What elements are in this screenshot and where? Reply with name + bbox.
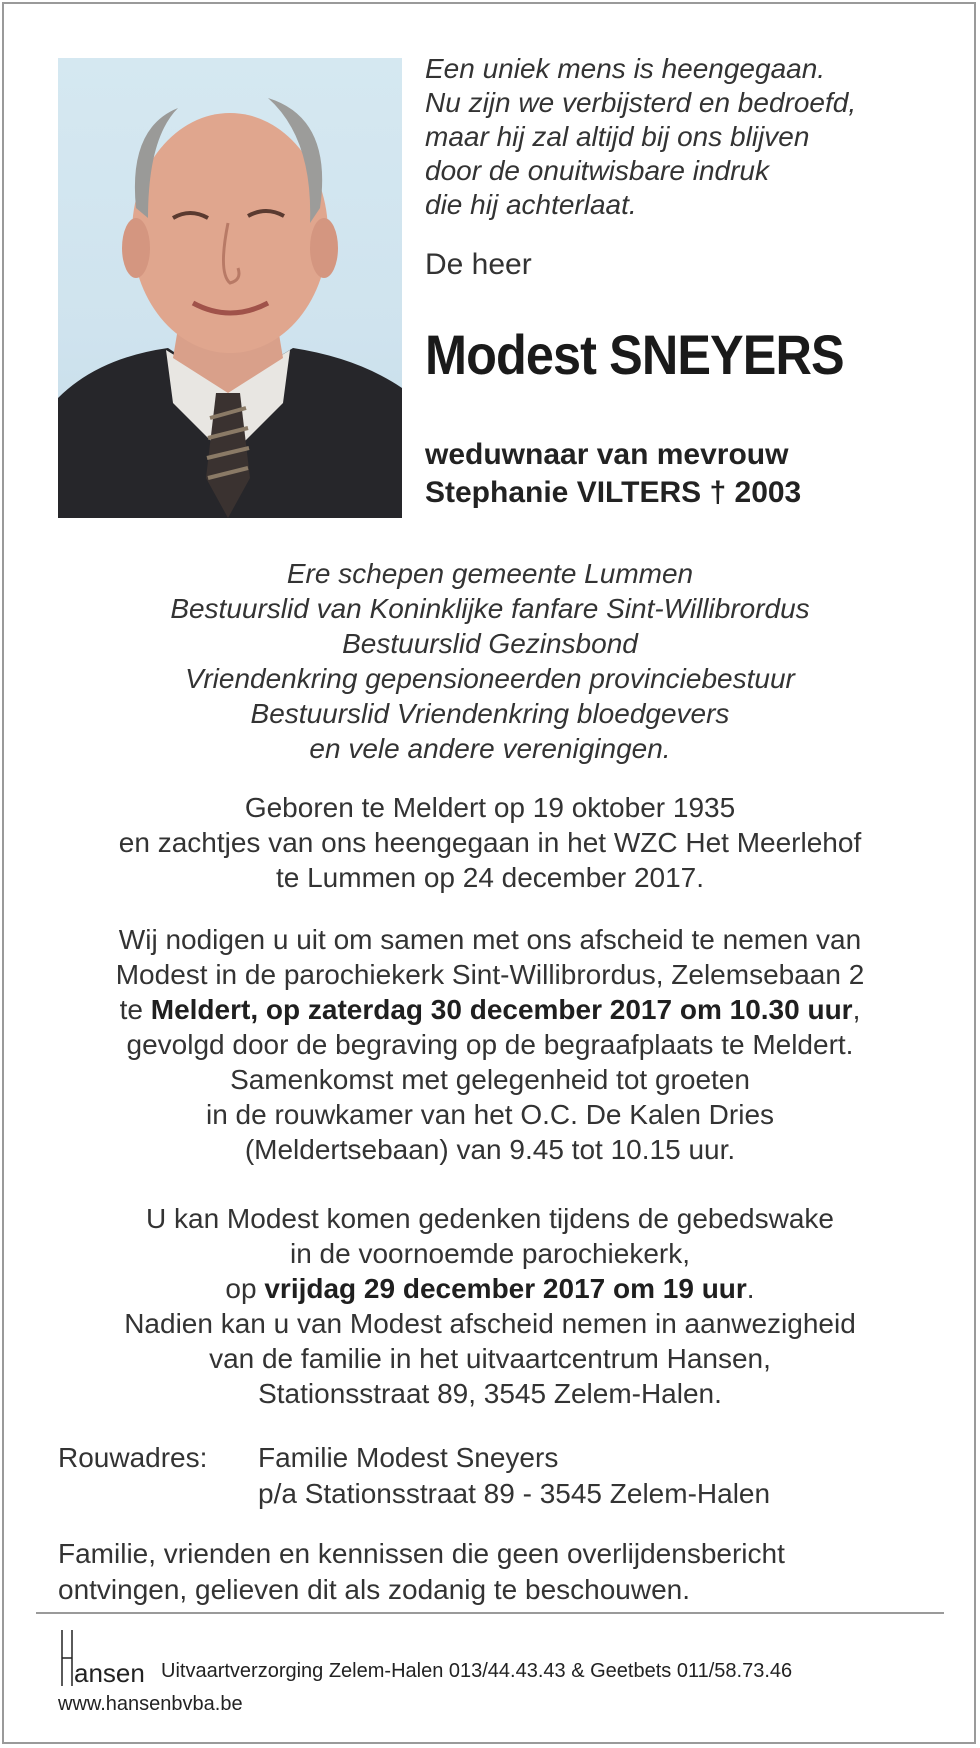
vigil-line: in de voornoemde parochiekerk, <box>289 1238 690 1269</box>
hansen-logo <box>58 1630 158 1686</box>
spouse-info <box>425 436 801 512</box>
title-line: Bestuurslid van Koninklijke fanfare Sint-Willibrordus <box>170 593 810 624</box>
notice-text <box>58 1536 785 1608</box>
funeral-home-info: Uitvaartverzorging Zelem-Halen 013/44.43.43 & Geetbets 011/58.73.46 <box>161 1660 793 1682</box>
spouse-line: Stephanie VILTERS † 2003 <box>425 476 802 509</box>
title-line: Bestuurslid Gezinsbond <box>342 628 638 659</box>
birth-line: Geboren te Meldert op 19 oktober 1935 <box>244 792 736 823</box>
address-label: Rouwadres: <box>58 1442 208 1473</box>
mourning-address <box>258 1440 770 1512</box>
invite-line <box>40 992 940 1027</box>
poem-line: door de onuitwisbare indruk <box>425 155 769 186</box>
spouse-line: weduwnaar van mevrouw <box>425 438 789 471</box>
notice-line: Familie, vrienden en kennissen die geen overlijdensbericht <box>58 1538 785 1569</box>
invite-line: gevolgd door de begraving op de begraafplaats te Meldert. <box>126 1029 854 1060</box>
title-line: Bestuurslid Vriendenkring bloedgevers <box>250 698 730 729</box>
poem-line: Een uniek mens is heengegaan. <box>425 53 826 84</box>
title-line: en vele andere verenigingen. <box>309 733 671 764</box>
vigil-line: van de familie in het uitvaartcentrum Hansen, <box>209 1343 771 1374</box>
name-prefix: De heer <box>425 248 532 281</box>
invite-line: Wij nodigen u uit om samen met ons afscheid te nemen van <box>118 924 862 955</box>
address-line: Familie Modest Sneyers <box>258 1442 559 1473</box>
vigil-text: . <box>746 1273 755 1304</box>
birth-line: en zachtjes van ons heengegaan in het WZC Het Meerlehof <box>118 827 862 858</box>
titles-section <box>40 556 940 766</box>
title-line: Ere schepen gemeente Lummen <box>286 558 694 589</box>
address-line: p/a Stationsstraat 89 - 3545 Zelem-Halen <box>258 1478 771 1509</box>
invite-line: (Meldertsebaan) van 9.45 tot 10.15 uur. <box>244 1134 736 1165</box>
invite-line: Modest in de parochiekerk Sint-Willibrordus, Zelemsebaan 2 <box>115 959 865 990</box>
invite-line: Samenkomst met gelegenheid tot groeten <box>230 1064 750 1095</box>
deceased-name: Modest SNEYERS <box>425 323 844 386</box>
footer-divider <box>36 1612 944 1614</box>
notice-line: ontvingen, gelieven dit als zodanig te beschouwen. <box>58 1574 690 1605</box>
portrait-photo <box>58 58 402 518</box>
invite-line: in de rouwkamer van het O.C. De Kalen Dries <box>205 1099 775 1130</box>
vigil-section <box>40 1201 940 1411</box>
logo-text: ansen <box>74 1658 145 1686</box>
memorial-poem <box>425 52 945 222</box>
vigil-line: Stationsstraat 89, 3545 Zelem-Halen. <box>258 1378 722 1409</box>
invite-text: , <box>852 994 861 1025</box>
funeral-date: Meldert, op zaterdag 30 december 2017 om 10.30 uur <box>150 994 853 1025</box>
poem-line: maar hij zal altijd bij ons blijven <box>425 121 810 152</box>
birth-death-section <box>40 790 940 895</box>
funeral-invitation <box>40 922 940 1167</box>
vigil-date: vrijdag 29 december 2017 om 19 uur <box>264 1273 747 1304</box>
vigil-line: U kan Modest komen gedenken tijdens de gebedswake <box>146 1203 834 1234</box>
vigil-text: op <box>225 1273 265 1304</box>
vigil-line: Nadien kan u van Modest afscheid nemen in aanwezigheid <box>124 1308 856 1339</box>
poem-line: die hij achterlaat. <box>425 189 637 220</box>
invite-text: te <box>119 994 151 1025</box>
vigil-line <box>40 1271 940 1306</box>
website-link[interactable]: www.hansenbvba.be <box>58 1693 243 1715</box>
title-line: Vriendenkring gepensioneerden provinciebestuur <box>185 663 795 694</box>
birth-line: te Lummen op 24 december 2017. <box>275 862 705 893</box>
poem-line: Nu zijn we verbijsterd en bedroefd, <box>425 87 857 118</box>
